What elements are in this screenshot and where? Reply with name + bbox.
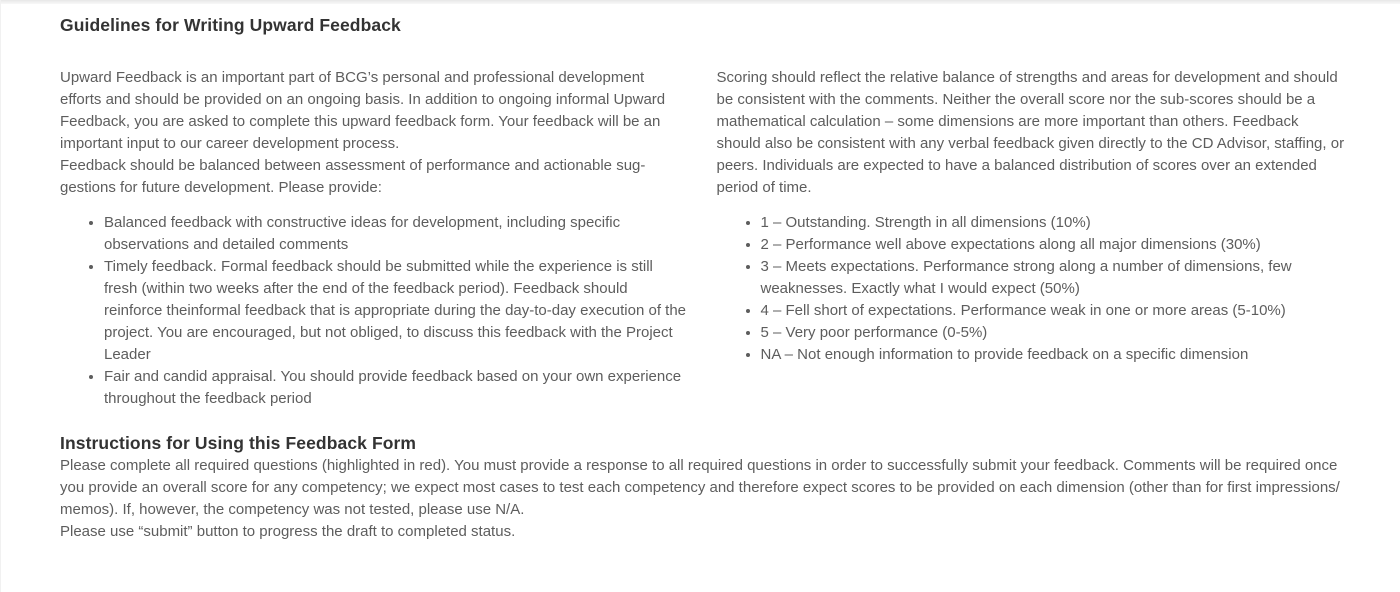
instructions-paragraph: Please complete all required questions (highlighted in red). You must provide a response to all required questions in order to successfully submit your feedback. Comments will be required once you provide an overall score for any competency; we expect most cases to test each competency and therefore expect scores to be provided on each dimension (other than for first impressions/ memos). If, however, the competency was not tested, please use N/A.	[60, 457, 1340, 518]
list-item: • Timely feedback. Formal feedback should be submitted while the experience is still fresh (within two weeks after the end of the feedback period). Feedback should reinforce theinformal feedback that is appropriate during the day-to-day execution of the project. You are encouraged, but not obliged, to discuss this feedback with the Project Leader	[104, 256, 689, 366]
guidelines-right-column	[717, 67, 1346, 410]
guidelines-page	[1, 4, 1400, 543]
guidelines-heading: Guidelines for Writing Upward Feedback	[60, 15, 401, 35]
list-item: • 5 – Very poor performance (0-5%)	[761, 322, 1346, 344]
left-paragraph-1: Upward Feedback is an important part of BCG’s personal and professional development efforts and should be provided on an ongoing basis. In addition to ongoing informal Upward Feedback, you are asked to complete this upward feedback form. Your feedback will be an important input to our career development process.	[60, 69, 666, 152]
instructions-heading: Instructions for Using this Feedback Form	[60, 433, 417, 453]
list-item: • Balanced feedback with constructive ideas for development, including specific observations and detailed comments	[104, 212, 689, 256]
list-item: • 3 – Meets expectations. Performance strong along a number of dimensions, few weaknesses. Exactly what I would expect (50%)	[761, 256, 1346, 300]
guidelines-columns	[60, 67, 1345, 410]
list-item: • Fair and candid appraisal. You should provide feedback based on your own experience throughout the feedback period	[104, 366, 689, 410]
scoring-paragraph: Scoring should reflect the relative balance of strengths and areas for development and should be consistent with the comments. Neither the overall score nor the sub-scores should be a mathematical calculation – some dimensions are more important than others. Feedback should also be consistent with any verbal feedback given directly to the CD Advisor, staffing, or peers. Individuals are expected to have a balanced distribution of scores over an extended period of time.	[716, 69, 1345, 196]
guidelines-left-column	[60, 67, 689, 410]
list-item: • 4 – Fell short of expectations. Performance weak in one or more areas (5-10%)	[761, 300, 1346, 322]
left-paragraph-2: Feedback should be balanced between assessment of performance and actionable suggestions for future development. Please provide:	[60, 157, 646, 196]
scoring-scale-list	[717, 212, 1346, 366]
list-item: • 1 – Outstanding. Strength in all dimensions (10%)	[761, 212, 1346, 234]
left-bullet-list	[60, 212, 689, 410]
submit-note: Please use “submit” button to progress the draft to completed status.	[60, 523, 516, 540]
list-item: • NA – Not enough information to provide feedback on a specific dimension	[761, 344, 1346, 366]
list-item: • 2 – Performance well above expectations along all major dimensions (30%)	[761, 234, 1346, 256]
